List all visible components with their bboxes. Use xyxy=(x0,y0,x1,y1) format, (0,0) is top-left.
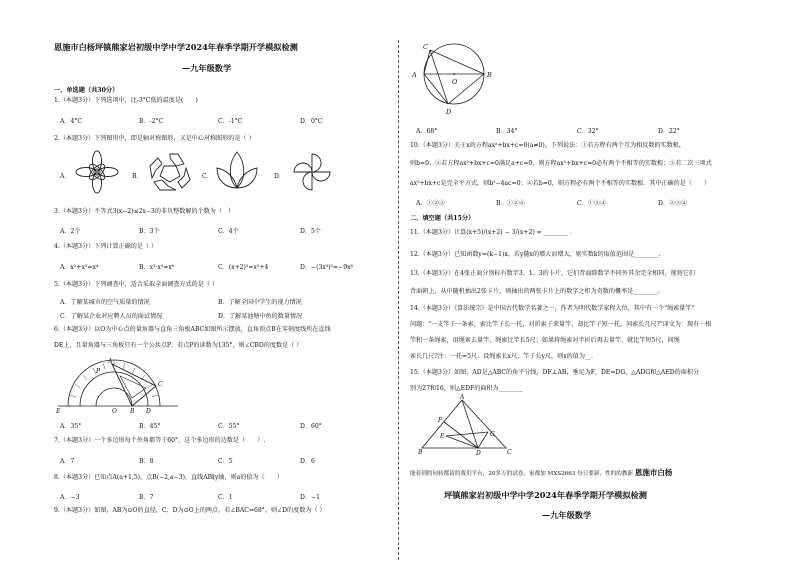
question-6-line-1: 6.（本题3分）以O为中心点的量角器与直角三角板ABC如图所示摆放，直角顶点B在零刻度线所在直线 xyxy=(54,326,331,333)
label-D: D xyxy=(476,450,481,457)
label-E: E xyxy=(56,408,61,415)
q10-option-d[interactable]: D．②③④ xyxy=(658,200,688,207)
q3-option-b[interactable]: B．3个 xyxy=(139,228,160,235)
q5-option-a[interactable]: A．了解某城市的空气质量的情况 xyxy=(60,299,150,306)
question-9: 9.（本题3分）如图，AB为⊙O的直径，C、D为⊙O上的两点，若∠BAC=68°，则∠D的度数为（ ） xyxy=(54,507,326,514)
q9-option-d[interactable]: D．22° xyxy=(658,128,680,135)
q6-option-a[interactable]: A．35° xyxy=(60,423,82,430)
q1-option-b[interactable]: B．-2°C xyxy=(139,118,164,125)
q4-option-d[interactable]: D．−(3x³)²=−9x⁶ xyxy=(300,264,354,271)
q3-option-c[interactable]: C．4个 xyxy=(218,228,239,235)
q6-option-c[interactable]: C．55° xyxy=(218,423,240,430)
question-12: 12.（本题3分）已知函数y=(k−1)x，若y随x的增大而增大，则实数k的取值范围是________. xyxy=(410,251,661,258)
label-E: E xyxy=(440,433,445,440)
question-14-line-4: 索长几尺?注：一托=5尺．设绳索长x尺，竿子长y尺，则x的值为__. xyxy=(410,353,593,360)
column-divider xyxy=(398,40,399,560)
flower-shape-icon xyxy=(75,150,119,194)
question-6-line-2: DE上，且量角器与三角板只有一个公共点P，若点P的读数为135°，则∠CBD的度数是（ ） xyxy=(54,342,303,349)
q4-option-a[interactable]: A．x²+x²=x⁴ xyxy=(60,264,99,271)
label-A: A xyxy=(460,394,465,401)
label-C: C xyxy=(423,43,428,51)
label-C: C xyxy=(507,449,512,456)
q8-option-c[interactable]: C．1 xyxy=(218,494,233,501)
question-10-line-1: 10.（本题3分）关于x的方程ax²+bx+c=0(a≠0)，下列说法：①若方程有两个互为相反数的实数根， xyxy=(410,142,685,149)
q9-option-a[interactable]: A．68° xyxy=(416,128,438,135)
q2-option-a[interactable]: A． xyxy=(60,173,71,180)
q6-option-b[interactable]: B．45° xyxy=(139,423,161,430)
q1-option-a[interactable]: A．4°C xyxy=(60,118,83,125)
pinwheel-shape-icon xyxy=(290,150,334,194)
q7-option-a[interactable]: A．7 xyxy=(60,458,75,465)
label-F: F xyxy=(438,417,443,424)
q2-option-b[interactable]: B． xyxy=(132,173,143,180)
circle-figure xyxy=(410,42,502,122)
q7-option-c[interactable]: C．5 xyxy=(218,458,233,465)
exam-title: 恩施市白杨坪镇熊家岩初级中学中学2024年春季学期开学模拟检测 xyxy=(54,42,298,52)
q3-option-a[interactable]: A．2个 xyxy=(60,228,81,235)
question-15-line-2: 别为27和16，则△EDF的面积为________ xyxy=(410,385,523,392)
label-O: O xyxy=(112,408,117,415)
q10-option-c[interactable]: C．①③④ xyxy=(577,200,607,207)
q10-option-b[interactable]: B．①②④ xyxy=(496,200,525,207)
label-A: A xyxy=(412,71,417,79)
label-G: G xyxy=(490,431,495,438)
q5-option-b[interactable]: B．了解全国中学生的视力情况 xyxy=(218,299,302,306)
exam-subtitle: —九年级数学 xyxy=(182,63,232,73)
triangle-figure xyxy=(418,396,512,456)
label-C: C xyxy=(158,381,163,388)
q8-option-b[interactable]: B．7 xyxy=(139,494,154,501)
label-A: A xyxy=(108,358,113,365)
question-8: 8.（本题3分）已知点A(a+1,5)，点B(−2,a−3)，直线AB∥y轴，则a的值为（ ） xyxy=(54,474,283,481)
question-14-line-1: 14.（本题3分）《算法统宗》是中国古代数学名著之一，作者为明代数学家程大位，其中有一个"绳索量竿" xyxy=(410,305,695,312)
question-3: 3.（本题3分）不等式3(x−2)≤2x−3的非负整数解的个数为（ ） xyxy=(54,208,235,215)
q9-option-c[interactable]: C．32° xyxy=(577,128,599,135)
q7-option-b[interactable]: B．8 xyxy=(139,458,154,465)
promo-note xyxy=(410,467,672,478)
protractor-triangle-figure xyxy=(56,356,186,414)
q6-option-d[interactable]: D．60° xyxy=(300,423,322,430)
question-10-line-3: ax²+bx+c是完全平方式，则b²−4ac=0；④若b=0，则方程必有两个不相等的实数根．其中正确的是（ ） xyxy=(410,180,711,187)
question-15-line-1: 15.（本题3分）如图，AD是△ABC的角平分线，DF⊥AB，垂足为F，DE=DG，△ADG和△AED的面积分 xyxy=(410,369,700,376)
promo-bold: 恩施市白杨 xyxy=(634,468,673,477)
recycle-triangle-icon xyxy=(148,152,192,192)
question-2: 2.（本题3分）下列图形中，即是轴对称图形，又是中心对称图形的是（ ） xyxy=(54,135,255,142)
label-O: O xyxy=(452,78,458,86)
q4-option-b[interactable]: B．x³·x³=x⁶ xyxy=(139,264,175,271)
lotus-shape-icon xyxy=(215,150,259,192)
label-P: P xyxy=(96,368,101,375)
promo-text: 能着到的同转都请的我们平台，20多万的试卷，家都加 MXS2663 每日要新，性的的教新 xyxy=(410,471,634,477)
q5-option-d[interactable]: D．了解某池塘中鱼的数量情况 xyxy=(218,313,303,320)
question-11: 11.（本题3分）计算(x+5)/(x+2) − 3/(x+2) = ________ . xyxy=(410,229,572,236)
question-1: 1.（本题3分）下列选项中，比-3°C低的温度是( ) xyxy=(54,97,198,104)
label-D: D xyxy=(146,408,151,415)
section-single-choice: 一、单选题（共30分） xyxy=(54,87,119,94)
label-B: B xyxy=(418,449,423,456)
q2-option-c[interactable]: C． xyxy=(202,173,213,180)
question-5: 5.（本题3分）下列调查中，适合采取全面调查方式的是（ ） xyxy=(54,281,218,288)
q10-option-a[interactable]: A．①②③ xyxy=(416,200,445,207)
repeat-title: 坪镇熊家岩初级中学中学2024年春季学期开学模拟检测 xyxy=(444,490,647,500)
question-14-line-2: 问题："一支竿子一条索，索比竿子长一托，对折索子来量竿，却比竿子短一托，问索长几尺?"译文为：现有一根 xyxy=(410,321,712,328)
right-column xyxy=(408,0,753,562)
label-B: B xyxy=(130,408,135,415)
q5-option-c[interactable]: C．了解某企业对应聘人员的面试情况 xyxy=(60,313,163,320)
q8-option-a[interactable]: A．−3 xyxy=(60,494,80,501)
q3-option-d[interactable]: D．5个 xyxy=(300,228,321,235)
question-14-line-3: 竿和一条绳索，用绳索去量竿，绳索比竿长5尺；如果将绳索对半折后再去量竿，就比竿短5尺，问绳 xyxy=(410,337,680,344)
repeat-subtitle: —九年级数学 xyxy=(542,510,592,520)
q2-option-d[interactable]: D． xyxy=(274,173,285,180)
q4-option-c[interactable]: C．(x+2)²=x²+4 xyxy=(218,264,269,271)
q1-option-d[interactable]: D．0°C xyxy=(300,118,323,125)
question-7: 7.（本题3分）一个多边形每个外角都等于60°，这个多边形的边数是（ ）. xyxy=(54,437,266,444)
left-column xyxy=(52,0,392,562)
section-fill-blank: 二、填空题（共15分） xyxy=(410,215,475,222)
question-13-line-2: 背面朝上，从中随机抽出2张卡片，则抽出的两张卡片上的数字之积为奇数的概率是________. xyxy=(410,288,660,295)
label-D: D xyxy=(446,108,452,116)
q1-option-c[interactable]: C．-1°C xyxy=(218,118,243,125)
q8-option-d[interactable]: D．−1 xyxy=(300,494,320,501)
question-10-line-2: 则b=0；②若方程ax²+bx+c=0满足a+c=0，则方程ax²+bx+c=0必有两个不相等的实数根；③若二次三项式 xyxy=(410,160,712,167)
question-4: 4.（本题3分）下列计算正确的是（ ） xyxy=(54,243,158,250)
question-13-line-1: 13.（本题3分）在4张正面分别标有数字3、1、3的卡片，它们背面除数字不同外其余完全相同，现将它们 xyxy=(410,270,696,277)
q7-option-d[interactable]: D．6 xyxy=(300,458,315,465)
label-B: B xyxy=(487,71,492,79)
q9-option-b[interactable]: B．34° xyxy=(496,128,518,135)
